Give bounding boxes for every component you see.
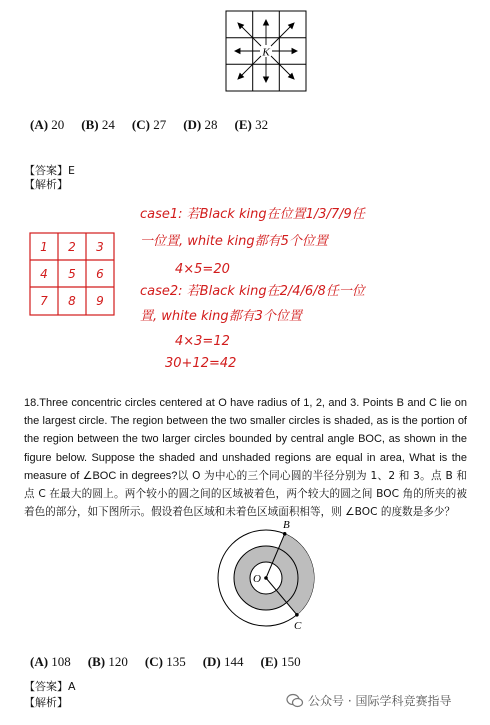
answer-value: A — [68, 680, 76, 693]
handwriting-line: 置, white king都有3个位置 — [140, 309, 302, 324]
grid-cell: 8 — [68, 294, 76, 308]
q17-choice-b[interactable]: (B) 24 — [81, 117, 115, 132]
q18-text-zh: 以 O 为中心的三个同心圆的半径分别为 1、2 和 3。点 B 和点 C 在最大的圆上。两个较小的圆之间的区域被着色，两个较大的圆之间 BOC 角的所夹的被着色的部分，如下图所示。假设着色区域和未着色区域面积相等，则 ∠BOC 的度数是多少？ — [24, 469, 467, 519]
grid-cell: 9 — [96, 294, 104, 308]
handwriting-line: 30+12=42 — [165, 356, 237, 371]
handwritten-solution — [0, 195, 490, 375]
q17-choice-d[interactable]: (D) 28 — [183, 117, 218, 132]
handwriting-line: case2: 若Black king在2/4/6/8任一位 — [140, 284, 365, 299]
point-c-label: C — [294, 620, 302, 632]
q18-text-en: 18.Three concentric circles centered at O have radius of 1, 2, and 3. Points B and C lie on the largest circle. The region between the two smaller circles is shaded, as is the portion of the region between the two larger circles bounded by central angle BOC, as shown in the figure below. Suppose the shaded and unshaded regions are equal in area, What is the measure of ∠BOC in degrees? — [24, 397, 467, 482]
grid-cell: 2 — [68, 240, 76, 254]
q17-choices — [30, 117, 285, 133]
q17-choice-a[interactable]: (A) 20 — [30, 117, 65, 132]
grid-cell: 3 — [96, 240, 104, 254]
handwriting-line: 一位置, white king都有5个位置 — [140, 234, 328, 249]
answer-value: E — [68, 164, 75, 177]
handwriting-line: 4×5=20 — [175, 262, 230, 277]
q17-choice-c[interactable]: (C) 27 — [131, 117, 167, 132]
q18-choices — [30, 654, 318, 670]
point-b-label: B — [283, 519, 290, 531]
handwriting-line: case1: 若Black king在位置1/3/7/9任 — [140, 207, 365, 222]
q18-choice-d[interactable]: (D) 144 — [202, 654, 244, 669]
q17-choice-e[interactable]: (E) 32 — [234, 117, 269, 132]
grid-cell: 1 — [40, 240, 48, 254]
concentric-circles-figure — [210, 518, 330, 638]
q18-explanation-tag: 【解析】 — [24, 696, 68, 709]
q17-explanation-tag: 【解析】 — [24, 178, 68, 191]
handwriting-line: 4×3=12 — [175, 334, 230, 349]
q18-problem-text — [24, 394, 467, 521]
king-label: K — [262, 46, 270, 59]
grid-cell: 6 — [96, 267, 104, 281]
answer-tag: 【答案】 — [24, 164, 68, 177]
grid-cell: 4 — [40, 267, 48, 281]
grid-cell: 5 — [68, 267, 76, 281]
answer-tag: 【答案】 — [24, 680, 68, 693]
q18-choice-c[interactable]: (C) 135 — [144, 654, 186, 669]
grid-cell: 7 — [40, 294, 48, 308]
king-moves-figure — [225, 10, 307, 92]
q18-choice-e[interactable]: (E) 150 — [260, 654, 301, 669]
point-o-label: O — [253, 573, 261, 585]
q18-choice-a[interactable]: (A) 108 — [30, 654, 71, 669]
wechat-icon — [286, 693, 304, 708]
q18-answer-line — [24, 680, 76, 694]
q18-choice-b[interactable]: (B) 120 — [87, 654, 128, 669]
watermark — [286, 692, 451, 709]
q17-answer-line — [24, 164, 75, 178]
watermark-text: 公众号 · 国际学科竞赛指导 — [308, 694, 452, 708]
